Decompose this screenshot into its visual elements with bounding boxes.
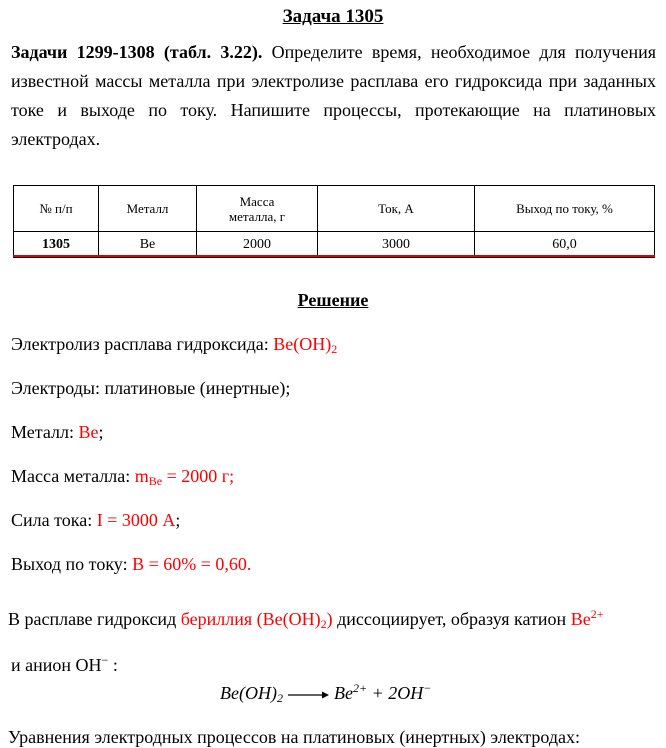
- table-red-underline: [13, 255, 655, 257]
- task-number: Задачи 1299-1308 (табл. 3.22).: [11, 42, 263, 62]
- line-metal: Металл: Be;: [11, 422, 104, 442]
- table-header-cell: Металл: [99, 186, 197, 232]
- table-cell: 2000: [197, 232, 318, 258]
- table-header-cell: Масса металла, г: [197, 186, 318, 232]
- data-table: [13, 185, 655, 258]
- table-header-cell: Ток, А: [318, 186, 475, 232]
- table-cell: Be: [99, 232, 197, 258]
- line-electrolysis: Электролиз расплава гидроксида: $Be(OH)_2$: [11, 334, 338, 356]
- table-header-cell: Выход по току, %: [475, 186, 655, 232]
- line-mass: Масса металла: $m_{Be} = 2000$ г;: [11, 466, 235, 488]
- dissociation-equation: $Be(OH)_2$ $Be^{2+} + 2OH^-$: [220, 681, 432, 705]
- page-title: Задача 1305: [282, 6, 384, 27]
- line-current: Сила тока: I = 3000 А;: [11, 510, 181, 530]
- table-header-row: [14, 186, 655, 232]
- solution-heading: Решение: [297, 290, 369, 310]
- table-cell: 1305: [14, 232, 99, 258]
- line-yield: Выход по току: В = 60% = 0,60.: [11, 554, 252, 574]
- electrode-equations-heading: Уравнения электродных процессов на платиновых (инертных) электродах:: [8, 727, 581, 747]
- table-row: [14, 232, 655, 258]
- dissociation-paragraph: В расплаве гидроксид бериллия $(Be(OH)_2)$ диссоциирует, образуя катион $Be^{2+}$ и анион OH− :: [8, 607, 604, 675]
- table-cell: 3000: [318, 232, 475, 258]
- task-text: Определите время, необходимое для получения известной массы металла при электролизе расплава его гидроксида при заданных токе и выходе по току. Напишите процессы, протекающие на платиновых электродах.: [11, 42, 657, 149]
- table-header-cell: № п/п: [14, 186, 99, 232]
- table-cell: 60,0: [475, 232, 655, 258]
- reaction-arrow-icon: [287, 690, 329, 700]
- line-electrodes: Электроды: платиновые (инертные);: [11, 378, 291, 398]
- task-statement: [11, 38, 656, 154]
